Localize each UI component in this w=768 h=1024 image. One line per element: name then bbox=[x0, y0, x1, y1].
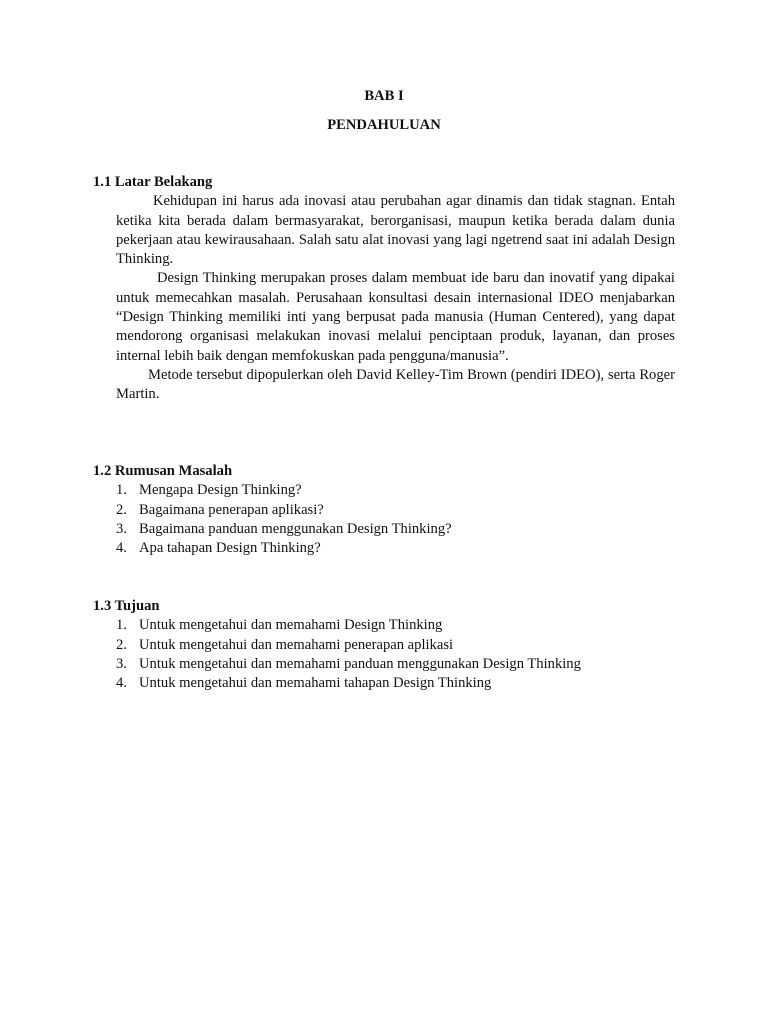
section-heading: 1.2 Rumusan Masalah bbox=[93, 463, 233, 479]
list-item-text: Untuk mengetahui dan memahami penerapan aplikasi bbox=[139, 636, 454, 653]
list-number: 4. bbox=[116, 540, 127, 557]
list-item bbox=[93, 655, 675, 674]
list-number: 3. bbox=[116, 520, 127, 537]
list-number: 1. bbox=[116, 617, 127, 634]
list-item bbox=[93, 636, 675, 655]
list-number: 4. bbox=[116, 675, 127, 692]
list-item-text: Bagaimana panduan menggunakan Design Thinking? bbox=[139, 520, 452, 537]
list-item bbox=[93, 520, 675, 539]
list-item-text: Apa tahapan Design Thinking? bbox=[139, 540, 321, 557]
list-item-text: Bagaimana penerapan aplikasi? bbox=[139, 501, 324, 518]
section-latar-belakang bbox=[93, 173, 675, 405]
list-item-text: Untuk mengetahui dan memahami tahapan Design Thinking bbox=[139, 675, 492, 692]
chapter-number: BAB I bbox=[364, 88, 404, 104]
list-number: 2. bbox=[116, 501, 127, 518]
list-item bbox=[93, 616, 675, 635]
section-heading: 1.1 Latar Belakang bbox=[93, 174, 213, 190]
numbered-list bbox=[93, 481, 675, 558]
list-item-text: Untuk mengetahui dan memahami Design Thinking bbox=[139, 617, 443, 634]
list-number: 1. bbox=[116, 482, 127, 499]
list-item-text: Untuk mengetahui dan memahami panduan menggunakan Design Thinking bbox=[139, 655, 581, 672]
list-item bbox=[93, 481, 675, 500]
list-item bbox=[93, 674, 675, 693]
paragraph: Kehidupan ini harus ada inovasi atau perubahan agar dinamis dan tidak stagnan. Entah ketika kita berada dalam bermasyarakat, berorganisasi, maupun ketika berada dalam dunia pekerjaan atau kewirausahaan. Salah satu alat inovasi yang lagi ngetrend saat ini adalah Design Thinking. bbox=[116, 193, 675, 268]
list-item bbox=[93, 539, 675, 558]
section-heading: 1.3 Tujuan bbox=[93, 598, 160, 614]
paragraph: Design Thinking merupakan proses dalam membuat ide baru dan inovatif yang dipakai untuk memecahkan masalah. Perusahaan konsultasi desain internasional IDEO menjabarkan “Design Thinking memiliki inti yang berpusat pada manusia (Human Centered), yang dapat mendorong organisasi melakukan inovasi melalui penciptaan produk, layanan, dan proses internal lebih baik dengan memfokuskan pada pengguna/manusia”. bbox=[116, 270, 675, 364]
list-item bbox=[93, 501, 675, 520]
list-item-text: Mengapa Design Thinking? bbox=[139, 482, 302, 499]
list-number: 3. bbox=[116, 655, 127, 672]
list-number: 2. bbox=[116, 636, 127, 653]
numbered-list bbox=[93, 616, 675, 693]
section-tujuan bbox=[93, 597, 675, 693]
chapter-title: PENDAHULUAN bbox=[327, 117, 441, 133]
paragraph: Metode tersebut dipopulerkan oleh David Kelley-Tim Brown (pendiri IDEO), serta Roger Martin. bbox=[116, 366, 675, 403]
section-rumusan-masalah bbox=[93, 462, 675, 558]
